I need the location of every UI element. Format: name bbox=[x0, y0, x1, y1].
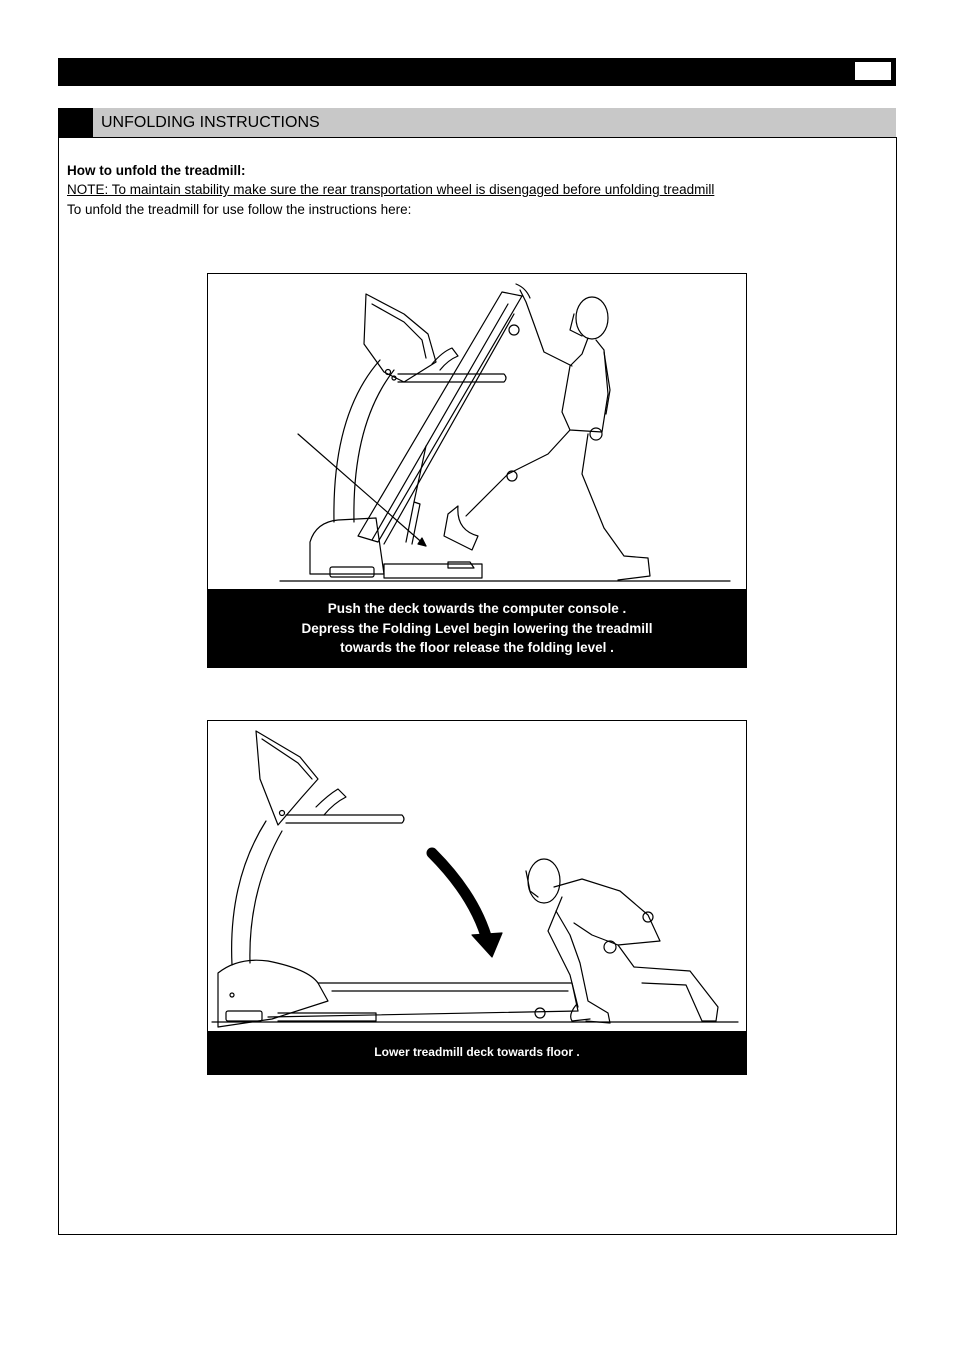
caption-line: Push the deck towards the computer console . bbox=[327, 601, 627, 616]
instructions-heading: How to unfold the treadmill: bbox=[67, 163, 246, 178]
caption-line: towards the floor release the folding level . bbox=[340, 640, 614, 655]
folded-treadmill-illustration bbox=[208, 274, 748, 592]
caption-line: Depress the Folding Level begin lowering the treadmill bbox=[301, 620, 653, 636]
intro-text: To unfold the treadmill for use follow the instructions here: bbox=[67, 202, 412, 217]
figure-caption bbox=[208, 589, 746, 667]
section-number-block bbox=[58, 108, 93, 137]
figure-push-deck bbox=[207, 273, 747, 668]
figure-caption bbox=[208, 1031, 746, 1074]
caption-line: Lower treadmill deck towards floor . bbox=[374, 1045, 580, 1059]
unfolded-treadmill-illustration bbox=[208, 721, 748, 1033]
page-number-box bbox=[854, 61, 892, 81]
section-header bbox=[58, 108, 896, 137]
section-title: UNFOLDING INSTRUCTIONS bbox=[101, 114, 320, 131]
figure-lower-deck bbox=[207, 720, 747, 1075]
stability-note: NOTE: To maintain stability make sure the rear transportation wheel is disengaged before unfolding treadmill bbox=[67, 182, 715, 197]
page-header-bar bbox=[58, 58, 896, 86]
